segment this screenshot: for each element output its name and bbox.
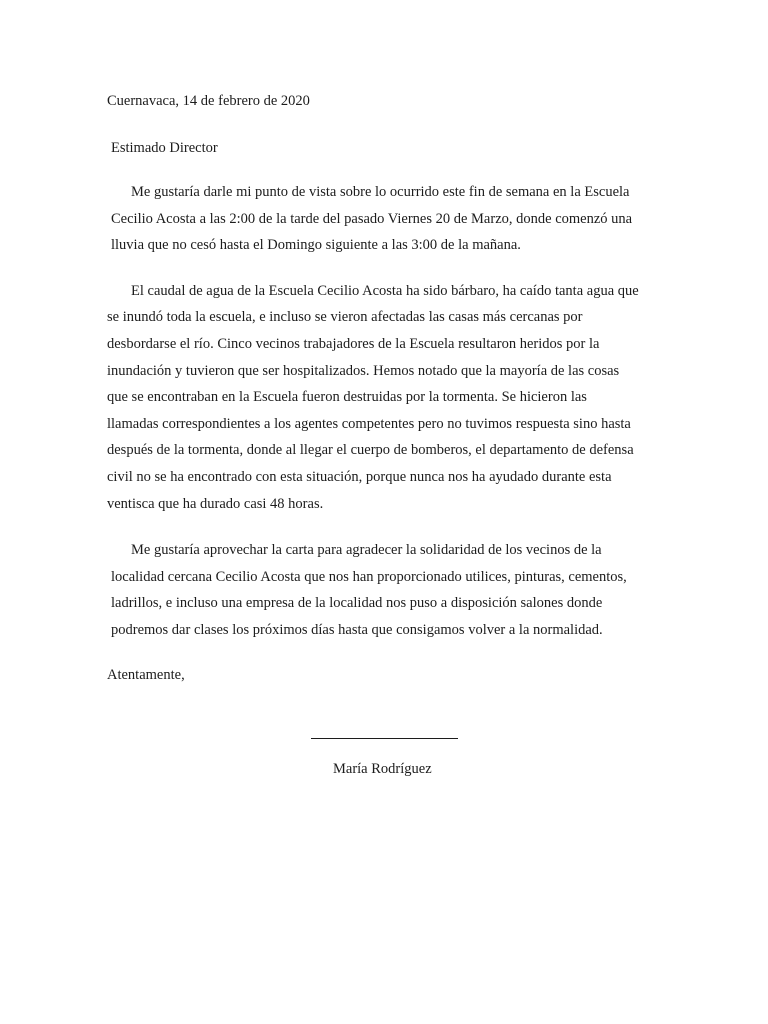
paragraph-line: localidad cercana Cecilio Acosta que nos han proporcionado utilices, pinturas, cementos, (111, 569, 627, 585)
signature-line (311, 738, 458, 739)
closing: Atentamente, (107, 667, 185, 683)
paragraph-line: desbordarse el río. Cinco vecinos trabajadores de la Escuela resultaron heridos por la (107, 336, 600, 352)
paragraph-line: inundación y tuvieron que ser hospitalizados. Hemos notado que la mayoría de las cosas (107, 363, 620, 379)
place-date: Cuernavaca, 14 de febrero de 2020 (107, 93, 310, 109)
paragraph-line: que se encontraban en la Escuela fueron destruidas por la tormenta. Se hicieron las (107, 389, 587, 405)
paragraph-line: Cecilio Acosta a las 2:00 de la tarde del pasado Viernes 20 de Marzo, donde comenzó una (111, 211, 633, 227)
paragraph-line: llamadas correspondientes a los agentes competentes pero no tuvimos respuesta sino hasta (107, 416, 631, 432)
paragraph-line: después de la tormenta, donde al llegar el cuerpo de bomberos, el departamento de defensa (107, 442, 634, 458)
paragraph-line: lluvia que no cesó hasta el Domingo siguiente a las 3:00 de la mañana. (111, 237, 521, 253)
signature-name: María Rodríguez (333, 761, 432, 777)
paragraph-line: Me gustaría darle mi punto de vista sobre lo ocurrido este fin de semana en la Escuela (131, 184, 630, 200)
paragraph-line: Me gustaría aprovechar la carta para agradecer la solidaridad de los vecinos de la (131, 542, 602, 558)
paragraph-line: ventisca que ha durado casi 48 horas. (107, 496, 324, 512)
paragraph-line: ladrillos, e incluso una empresa de la localidad nos puso a disposición salones donde (111, 595, 603, 611)
paragraph-line: se inundó toda la escuela, e incluso se vieron afectadas las casas más cercanas por (107, 309, 583, 325)
paragraph-line: podremos dar clases los próximos días hasta que consigamos volver a la normalidad. (111, 622, 603, 638)
paragraph-line: civil no se ha encontrado con esta situación, porque nunca nos ha ayudado durante esta (107, 469, 612, 485)
salutation: Estimado Director (111, 140, 218, 156)
paragraph-line: El caudal de agua de la Escuela Cecilio Acosta ha sido bárbaro, ha caído tanta agua que (131, 283, 639, 299)
